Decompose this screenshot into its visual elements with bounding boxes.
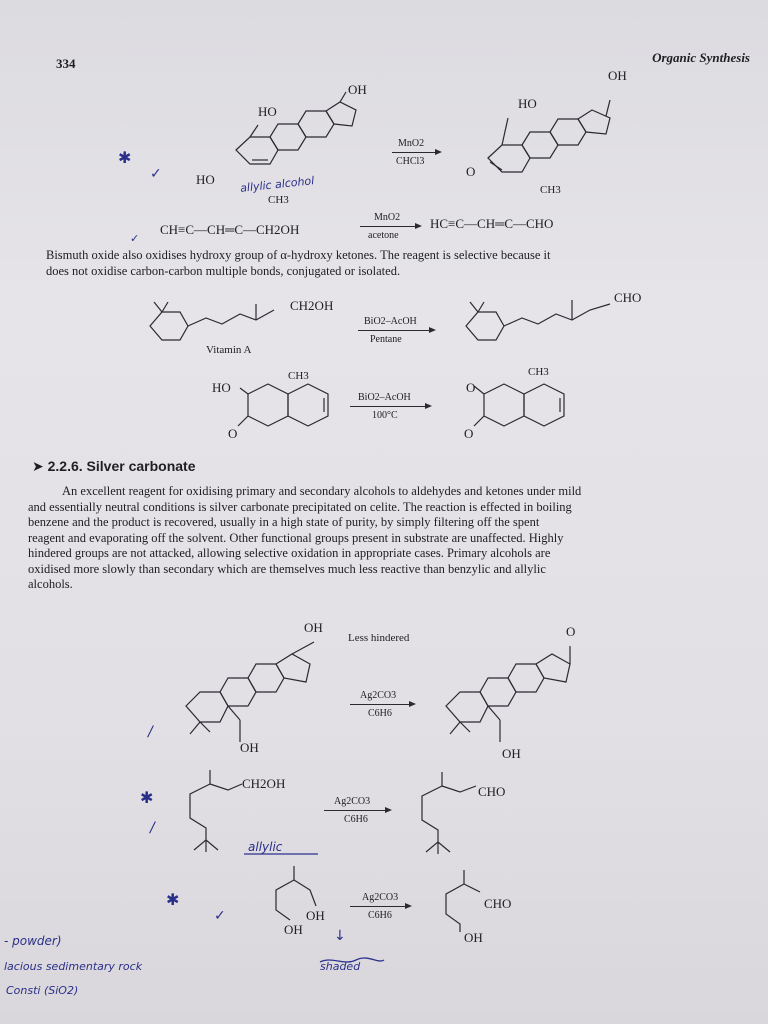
r5-prod-o: O [566,624,576,639]
note-allylic-alcohol: allylic alcohol [239,174,315,195]
r1-solvent: CHCl3 [396,156,425,167]
r4-prod-o2: O [464,426,474,441]
section-heading [32,458,195,475]
section-title: Silver carbonate [86,458,196,474]
r4-conditions: 100°C [372,410,398,421]
retinal-structure [462,292,622,348]
geraniol-structure [180,770,250,860]
para2-line1: An excellent reagent for oxidising primary and secondary alcohols to aldehydes and ketones under mild [62,484,582,498]
r7-oh2: OH [284,922,303,937]
r4-reagent: BiO2–AcOH [358,392,411,403]
steroid-diol-structure [228,92,378,187]
r7-solvent: C6H6 [368,910,392,921]
r2-reagent: MnO2 [374,212,401,223]
r2-prod-ch3: CH3 [540,184,561,196]
para1-line2: does not oxidise carbon-carbon multiple bonds, conjugated or isolated. [46,263,401,278]
r3-solvent: Pentane [370,334,402,345]
note-silica: Consti (SiO2) [6,984,79,997]
star-mark-3: ✱ [166,890,180,909]
r6-group: CH2OH [242,776,286,791]
r3-reagent: BiO2–AcOH [364,316,417,327]
r2-product: HC≡C—CH═C—CHO [430,216,554,231]
r2-solvent: acetone [368,230,399,241]
r2-ch3: CH3 [268,194,289,206]
r7-prod-oh: OH [464,930,483,945]
paragraph-bismuth-oxide [46,248,762,279]
r5-oh-bottom: OH [240,740,259,755]
scribble-strike [318,954,388,968]
r3-sub-group: CH2OH [290,298,334,313]
check-mark-1: ✓ [150,166,162,182]
star-mark-2: ✱ [140,788,154,807]
para2-line4: reagent and evaporating off the solvent. Other functional groups present in substrate are unaffected. Highly [28,530,564,545]
r5-reagent: Ag2CO3 [360,690,397,701]
note-powder: - powder) [4,934,62,948]
r1-oh-top: OH [348,82,367,97]
r2-substrate: CH≡C—CH═C—CH2OH [160,222,300,237]
para2-line2: and essentially neutral conditions is silver carbonate precipitated on celite. The reaction is effected in boiling [28,499,572,514]
r6-prod-group: CHO [478,784,506,799]
r1-prod-o: O [466,164,476,179]
note-shaded: shaded [320,960,361,973]
r5-annotation: Less hindered [348,632,410,644]
note-sedimentary: lacious sedimentary rock [4,960,143,973]
page-number: 334 [56,56,76,71]
steroid-ketone-structure [440,636,600,746]
para2-line3: benzene and the product is recovered, usually in a high state of purity, by simply filtering off the spent [28,515,540,529]
r4-ch3: CH3 [288,370,309,382]
r3-arrow [358,330,434,331]
r1-arrow [392,152,440,153]
r2-arrow [360,226,420,227]
steroid-diol-2-structure [180,636,340,746]
r1-ho-bottom: HO [196,172,215,187]
hydroxy-ketone-structure [238,374,348,434]
geranial-structure [414,772,484,862]
note-allylic: allylic [248,840,283,854]
para2-line6: oxidised more slowly than secondary which are themselves much less reactive than benzylic and allylic [28,561,546,576]
diketone-structure [474,374,584,434]
r4-ho: HO [212,380,231,395]
check-mark-3: / [148,724,153,740]
r3-prod-group: CHO [614,290,642,305]
para2-line5: hindered groups are not attacked, allowing selective oxidation in appropriate cases. Primary alcohols are [28,546,551,560]
allylic-underline [244,852,324,858]
r6-solvent: C6H6 [344,814,368,825]
r5-oh-top: OH [304,620,323,635]
r7-arrow [350,906,410,907]
r4-arrow [350,406,430,407]
star-mark-1: ✱ [118,148,132,167]
running-title: Organic Synthesis [652,50,750,65]
r4-prod-ch3: CH3 [528,366,549,378]
r6-reagent: Ag2CO3 [334,796,371,807]
r6-arrow [324,810,390,811]
r1-ho-left: HO [258,104,277,119]
paragraph-silver-carbonate [28,484,762,593]
r7-reagent: Ag2CO3 [362,892,399,903]
check-mark-4: ✓ [214,908,226,924]
r7-oh1: OH [306,908,325,923]
r5-prod-oh: OH [502,746,521,761]
r5-solvent: C6H6 [368,708,392,719]
steroid-enone-structure [480,86,640,181]
r1-reagent: MnO2 [398,138,425,149]
check-mark-2: ✓ [130,232,140,245]
r5-arrow [350,704,414,705]
slash-mark: / [150,820,155,836]
section-number: 2.2.6. [47,458,83,474]
down-arrow-mark: ↓ [334,928,346,944]
r1-prod-ho: HO [518,96,537,111]
r7-prod-group: CHO [484,896,512,911]
para2-line7: alcohols. [28,577,73,591]
r1-prod-oh: OH [608,68,627,83]
r4-prod-o1: O [466,380,476,395]
para1-line1: Bismuth oxide also oxidises hydroxy group of α-hydroxy ketones. The reagent is selective because it [46,248,551,262]
r4-o: O [228,426,238,441]
vitamin-a-label: Vitamin A [206,344,252,356]
section-arrow-icon: ➤ [32,458,48,474]
